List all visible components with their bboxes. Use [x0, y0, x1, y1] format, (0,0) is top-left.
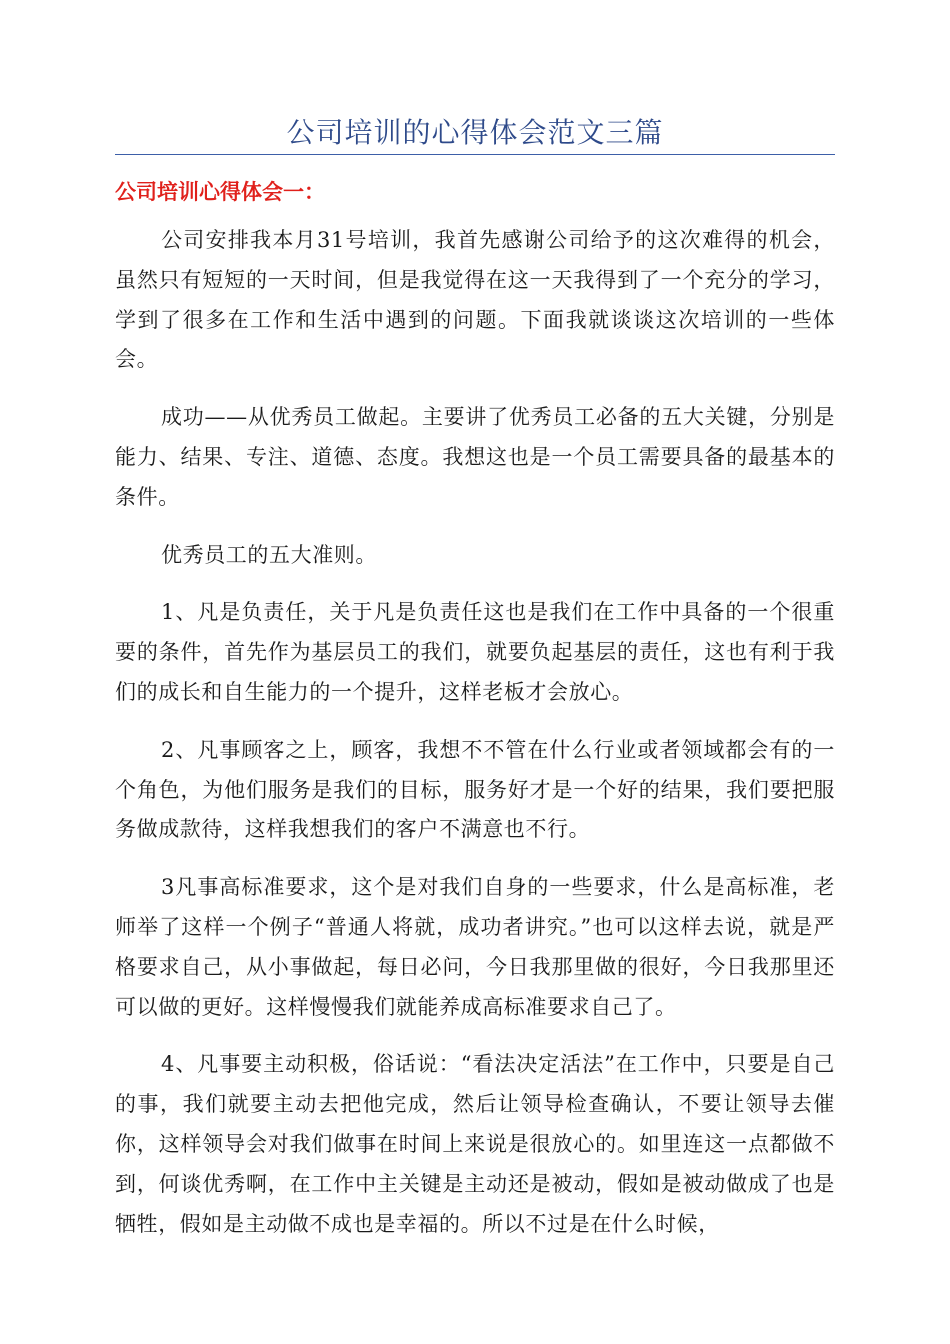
body-text — [115, 221, 835, 1262]
section-heading: 公司培训心得体会一： — [115, 180, 325, 204]
title-underline — [115, 154, 835, 155]
paragraph-success: 成功——从优秀员工做起。主要讲了优秀员工必备的五大关键，分别是能力、结果、专注、道德、态度。我想这也是一个员工需要具备的最基本的条件。 — [115, 405, 835, 509]
paragraph-principles: 优秀员工的五大准则。 — [161, 542, 377, 567]
document-title: 公司培训的心得体会范文三篇 — [286, 116, 664, 149]
paragraph-principle-2: 2、凡事顾客之上，顾客，我想不不管在什么行业或者领域都会有的一个角色，为他们服务是我们的目标，服务好才是一个好的结果，我们要把服务做成款待，这样我想我们的客户不满意也不行。 — [115, 737, 835, 842]
paragraph-principle-1: 1、凡是负责任，关于凡是负责任这也是我们在工作中具备的一个很重要的条件，首先作为基层员工的我们，就要负起基层的责任，这也有利于我们的成长和自生能力的一个提升，这样老板才会放心。 — [115, 600, 835, 704]
paragraph-principle-3: 3凡事高标准要求，这个是对我们自身的一些要求，什么是高标准，老师举了这样一个例子“普通人将就，成功者讲究。”也可以这样去说，就是严格要求自己，从小事做起，每日必问，今日我那里做的很好，今日我那里还可以做的更好。这样慢慢我们就能养成高标准要求自己了。 — [115, 875, 835, 1019]
paragraph-intro: 公司安排我本月31号培训，我首先感谢公司给予的这次难得的机会，虽然只有短短的一天时间，但是我觉得在这一天我得到了一个充分的学习，学到了很多在工作和生活中遇到的问题。下面我就谈谈这次培训的一些体会。 — [115, 228, 835, 372]
paragraph-principle-4: 4、凡事要主动积极，俗话说：“看法决定活法”在工作中，只要是自己的事，我们就要主动去把他完成，然后让领导检查确认，不要让领导去催你，这样领导会对我们做事在时间上来说是很放心的。如里连这一点都做不到，何谈优秀啊，在工作中主关键是主动还是被动，假如是被动做成了也是牺牲，假如是主动做不成也是幸福的。所以不过是在什么时候， — [115, 1052, 835, 1236]
